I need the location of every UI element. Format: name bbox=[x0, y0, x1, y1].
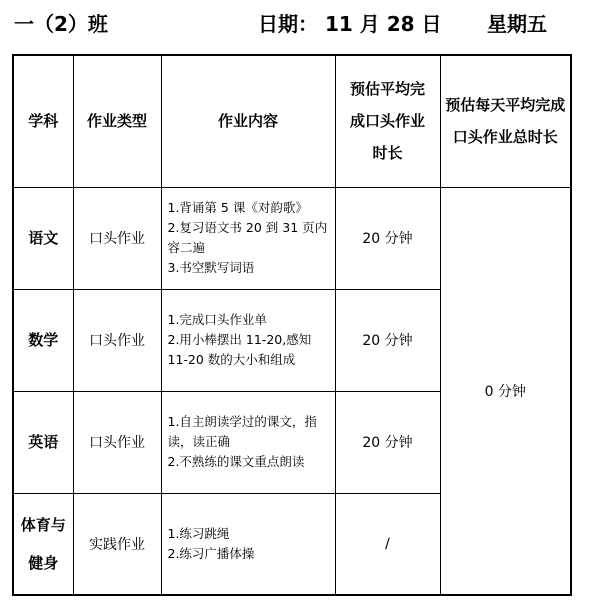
type-cell: 口头作业 bbox=[73, 289, 161, 391]
header-total-line-2: 口头作业总时长 bbox=[452, 128, 558, 147]
header-avg-line-1: 预估平均完 bbox=[349, 80, 425, 99]
total-duration-cell: 0 分钟 bbox=[440, 187, 571, 595]
subject-text-line-2: 健身 bbox=[28, 553, 59, 572]
duration-cell: 20 分钟 bbox=[335, 391, 440, 493]
table-row bbox=[13, 187, 571, 289]
header-subject-text: 学科 bbox=[28, 112, 59, 131]
subject-cell bbox=[13, 289, 73, 391]
weekday-label: 星期五 bbox=[487, 12, 547, 36]
table-header-row bbox=[13, 55, 571, 187]
content-line: 1.自主朗读学过的课文，指读，读正确 bbox=[167, 414, 317, 449]
header-total-line-1: 预估每天平均完成 bbox=[445, 96, 566, 115]
duration-cell: 20 分钟 bbox=[335, 289, 440, 391]
content-line: 2.复习语文书 20 到 31 页内容二遍 bbox=[167, 220, 328, 255]
content-cell bbox=[161, 391, 335, 493]
content-cell bbox=[161, 493, 335, 595]
header-content-text: 作业内容 bbox=[217, 112, 278, 131]
header-avg-line-3: 时长 bbox=[372, 144, 403, 163]
content-line: 2.不熟练的课文重点朗读 bbox=[167, 454, 305, 469]
title-row bbox=[0, 0, 592, 54]
header-avg-duration bbox=[335, 55, 440, 187]
subject-text-line-1: 体育与 bbox=[20, 515, 66, 534]
content-line: 3.书空默写词语 bbox=[167, 260, 255, 275]
subject-text: 英语 bbox=[28, 433, 59, 451]
header-type bbox=[73, 55, 161, 187]
type-cell: 口头作业 bbox=[73, 187, 161, 289]
subject-text: 语文 bbox=[28, 229, 59, 247]
content-cell bbox=[161, 289, 335, 391]
duration-cell: 20 分钟 bbox=[335, 187, 440, 289]
content-cell bbox=[161, 187, 335, 289]
content-line: 2.练习广播体操 bbox=[167, 545, 255, 561]
subject-cell bbox=[13, 493, 73, 595]
content-line: 1.完成口头作业单 bbox=[167, 312, 267, 327]
class-name: 一（2）班 bbox=[14, 12, 108, 36]
header-avg-line-2: 成口头作业 bbox=[349, 112, 425, 131]
subject-cell bbox=[13, 391, 73, 493]
content-line: 1.练习跳绳 bbox=[167, 525, 230, 541]
header-subject bbox=[13, 55, 73, 187]
homework-table bbox=[12, 54, 572, 596]
date-label: 日期： 11 月 28 日 bbox=[258, 12, 442, 36]
header-content bbox=[161, 55, 335, 187]
type-cell: 口头作业 bbox=[73, 391, 161, 493]
subject-text: 数学 bbox=[28, 331, 59, 349]
content-line: 2.用小棒摆出 11-20,感知 11-20 数的大小和组成 bbox=[167, 332, 316, 367]
header-type-text: 作业类型 bbox=[86, 112, 147, 131]
header-total-duration bbox=[440, 55, 571, 187]
subject-cell bbox=[13, 187, 73, 289]
duration-cell: / bbox=[335, 493, 440, 595]
content-line: 1.背诵第 5 课《对韵歌》 bbox=[167, 200, 308, 215]
type-cell: 实践作业 bbox=[73, 493, 161, 595]
